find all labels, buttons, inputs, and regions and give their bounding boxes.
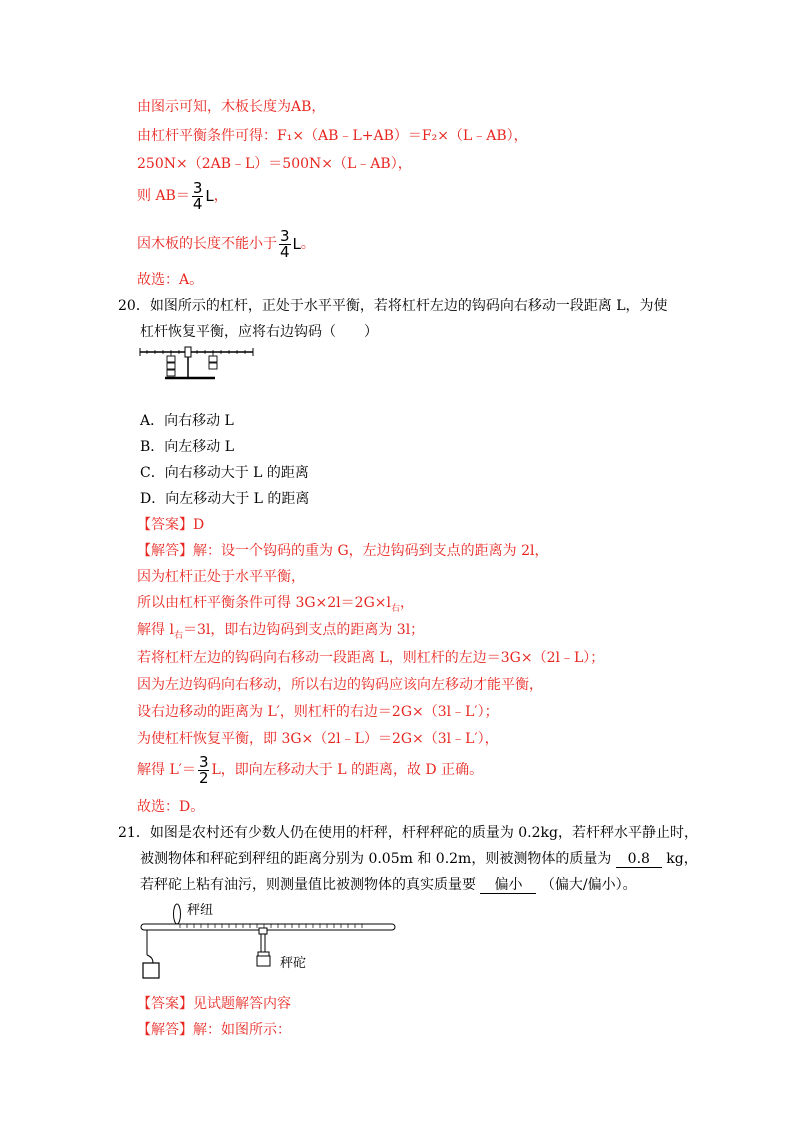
q19-solution-line-3: 250N×（2AB﹣L）＝500N×（L﹣AB），: [137, 156, 412, 172]
q20-option-d: D．向左移动大于 L 的距离: [140, 491, 310, 507]
q20-stem-line-1: 20．如图所示的杠杆，正处于水平平衡，若将杠杆左边的钩码向右移动一段距离 L，为使: [118, 298, 668, 314]
q19-solution-line-2: 由杠杆平衡条件可得：F₁×（AB﹣L+AB）＝F₂×（L﹣AB），: [137, 128, 528, 144]
q20-solution-line-4: 解得 $l_右=3l$，即右边钩码到支点的距离为 3l；: [137, 622, 425, 641]
q19-solution-line-5: 因木板的长度不能小于 $\frac{3}{4}$ L。: [137, 226, 315, 261]
steelyard-figure: [135, 897, 405, 982]
q19-solution-line-1: 由图示可知，木板长度为AB，: [137, 99, 326, 115]
q21-stem-line-2: 被测物体和秤砣到秤纽的距离分别为 0.05m 和 0.2m，则被测物体的质量为 0.8 kg，: [140, 851, 698, 867]
q19-choose: 故选：A。: [137, 272, 204, 288]
q20-option-a: A．向右移动 L: [140, 413, 234, 429]
fig-label-knob: 秤纽: [187, 903, 214, 918]
fig-label-weight: 秤砣: [280, 956, 307, 971]
fraction-three-quarters: $\frac{3}{4}$: [280, 226, 290, 261]
q20-solution-line-1: 【解答】解：设一个钩码的重为 G，左边钩码到支点的距离为 2l，: [137, 543, 549, 559]
q21-bias-answer: 偏小: [480, 877, 536, 894]
q20-solution-line-7: 设右边移动的距离为 L′，则杠杆的右边＝2G×（3l﹣L′）；: [137, 704, 499, 720]
lever-balance-figure: [135, 338, 255, 382]
q19-solution-line-4: 则 AB＝ $\frac{3}{4}$ L，: [137, 178, 228, 213]
fraction-three-quarters: $\frac{3}{4}$: [192, 178, 203, 213]
q20-choose: 故选：D。: [137, 799, 205, 815]
q21-mass-answer: 0.8: [616, 851, 662, 868]
fraction-three-halves: $\frac{3}{2}$: [198, 752, 209, 787]
q20-solution-line-8: 为使杠杆恢复平衡，即 3G×（2l﹣L）＝2G×（3l﹣L′），: [137, 731, 499, 747]
q20-solution-line-6: 因为左边钩码向右移动，所以右边的钩码应该向左移动才能平衡，: [137, 677, 543, 693]
q21-stem-line-1: 21．如图是农村还有少数人仍在使用的杆秤，杆秤秤砣的质量为 0.2kg，若杆秤水平静止时，: [118, 825, 698, 841]
q20-solution-line-5: 若将杠杆左边的钩码向右移动一段距离 L，则杠杆的左边＝3G×（2l﹣L）；: [137, 650, 605, 666]
q21-stem-line-3: 若秤砣上粘有油污，则测量值比被测物体的真实质量要 偏小 （偏大/偏小）。: [140, 877, 637, 893]
fraction-var: L: [205, 187, 214, 205]
q19-min-length-prefix: 因木板的长度不能小于: [137, 236, 277, 252]
q20-stem-line-2: 杠杆恢复平衡，应将右边钩码（ ）: [140, 324, 378, 340]
fraction-var: L: [292, 235, 301, 253]
q19-ab-prefix: 则 AB＝: [137, 188, 190, 204]
q20-option-c: C．向右移动大于 L 的距离: [140, 465, 309, 481]
q21-answer: 【答案】见试题解答内容: [137, 996, 291, 1012]
q20-solution-line-2: 因为杠杆正处于水平平衡，: [137, 569, 305, 585]
q20-solution-line-3: 所以由杠杆平衡条件可得 $3G\times 2l=2G\times l_右$，: [137, 595, 414, 614]
q20-answer: 【答案】D: [137, 517, 205, 533]
q20-option-b: B．向左移动 L: [140, 439, 235, 455]
q20-solution-line-9: 解得 L′＝ $\frac{3}{2}$ L，即向左移动大于 L 的距离，故 D 正确。: [137, 752, 484, 787]
q21-solution-line-1: 【解答】解：如图所示：: [137, 1022, 291, 1038]
